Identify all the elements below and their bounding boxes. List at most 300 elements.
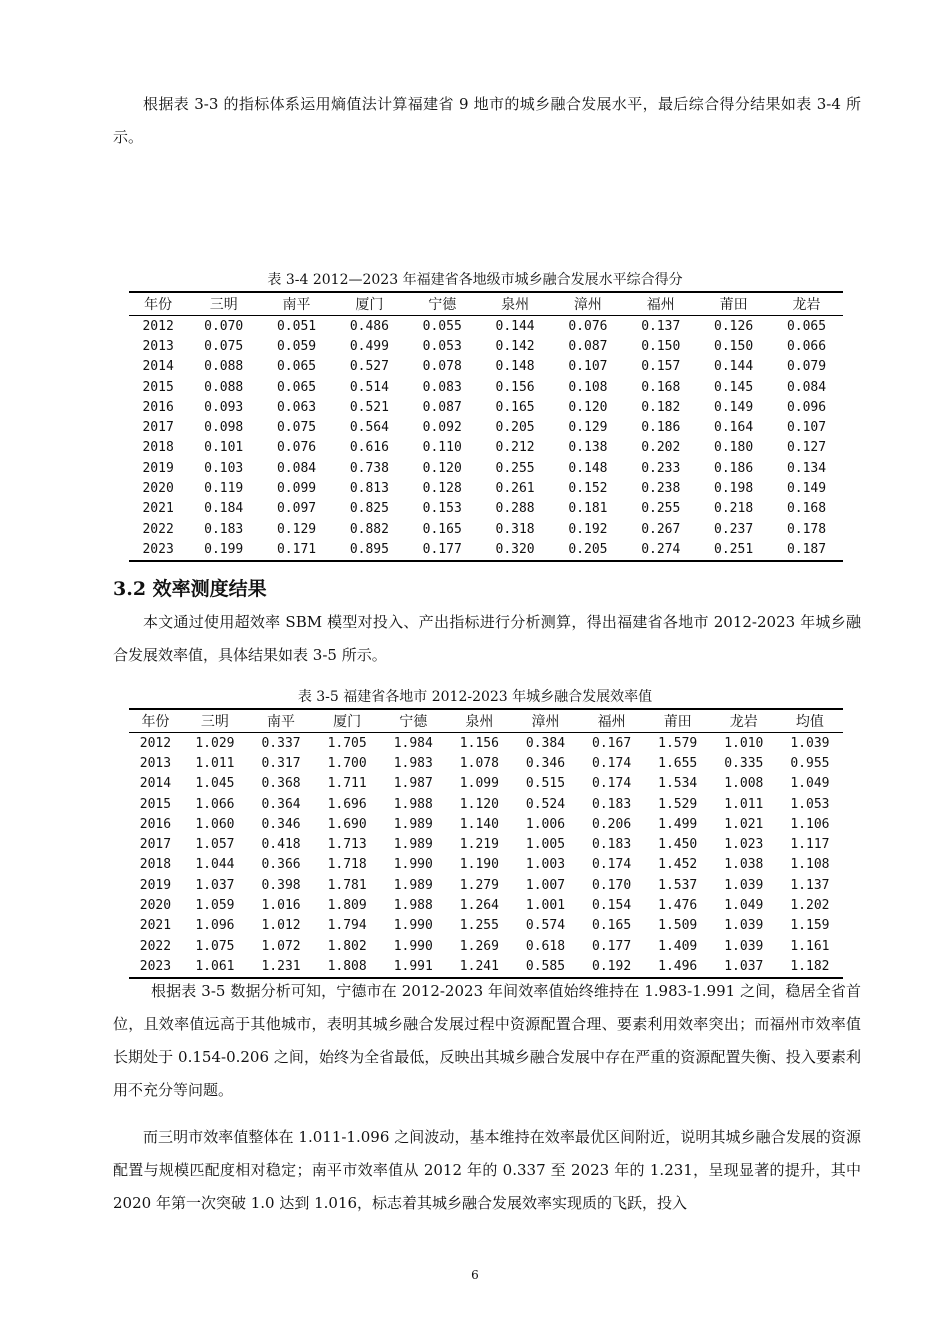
table-3-5-cell: 1.241 (446, 956, 512, 977)
table-3-4-cell: 0.120 (422, 460, 462, 476)
table-3-5-cell: 1.060 (195, 816, 235, 832)
table-3-4-cell: 0.149 (714, 399, 754, 415)
table-3-4-cell: 0.486 (349, 318, 389, 334)
table-3-5-cell: 1.219 (459, 837, 499, 853)
table-3-4-cell: 0.152 (568, 481, 608, 497)
table-3-4-header-cell: 三明 (187, 292, 260, 316)
table-3-5-cell: 1.053 (790, 796, 830, 812)
table-3-5-cell: 1.156 (459, 735, 499, 751)
table-3-5-cell: 1.137 (790, 877, 830, 893)
intro-paragraph: 根据表 3-3 的指标体系运用熵值法计算福建省 9 地市的城乡融合发展水平，最后综合得分结果如表 3-4 所示。 (113, 95, 861, 146)
table-3-5-header-cell: 宁德 (380, 709, 446, 733)
table-3-4-cell: 0.274 (624, 539, 697, 560)
table-3-5-cell: 1.106 (790, 816, 830, 832)
table-3-4-cell: 0.192 (568, 521, 608, 537)
table-3-5-cell: 1.108 (790, 857, 830, 873)
table-3-5-cell: 0.368 (261, 776, 301, 792)
table-3-5-cell: 1.255 (459, 918, 499, 934)
table-3-5-cell: 1.057 (195, 837, 235, 853)
table-3-5-caption: 表 3-5 福建省各地市 2012-2023 年城乡融合发展效率值 (297, 689, 653, 705)
table-3-5-cell: 1.044 (195, 857, 235, 873)
table-3-4-cell: 0.087 (422, 399, 462, 415)
table-3-5-cell: 0.574 (525, 918, 566, 934)
table-3-4-cell: 0.527 (349, 359, 389, 375)
table-3-5-cell: 1.711 (327, 776, 367, 792)
table-3-5-cell: 1.988 (393, 796, 433, 812)
table-3-4-cell: 2023 (129, 539, 187, 560)
table-3-5-header-cell: 南平 (248, 709, 314, 733)
table-3-5-cell: 1.529 (658, 796, 698, 812)
table-3-5-cell: 1.159 (790, 918, 830, 934)
table-3-5-cell: 0.154 (592, 898, 632, 914)
table-3-5-cell: 0.337 (261, 735, 301, 751)
table-3-4-cell: 0.097 (276, 501, 317, 517)
table-3-4-cell: 0.076 (276, 440, 317, 456)
table-3-4-cell: 0.079 (786, 359, 827, 375)
table-3-5-cell: 1.161 (790, 938, 830, 954)
table-3-4-cell: 0.499 (349, 338, 389, 354)
table-3-5-row (129, 936, 843, 956)
table-3-4-cell: 0.088 (204, 359, 244, 375)
table-3-5-cell: 2018 (139, 857, 172, 873)
table-3-5-cell: 2014 (139, 776, 172, 792)
table-3-4-header-cell: 泉州 (479, 292, 552, 316)
table-3-5-cell: 1.038 (724, 857, 764, 873)
table-3-5-cell: 1.579 (658, 735, 698, 751)
table-3-5-cell: 1.990 (393, 857, 433, 873)
table-3-4-cell: 0.150 (714, 338, 754, 354)
table-3-4-cell: 0.177 (406, 539, 479, 560)
table-3-4-cell: 2013 (142, 338, 174, 354)
table-3-5-row (129, 895, 843, 915)
table-3-4-cell: 0.153 (422, 501, 462, 517)
table-3-4-header-cell: 南平 (260, 292, 333, 316)
table-3-4-cell: 0.514 (349, 379, 389, 395)
table-3-4-cell: 2016 (142, 399, 174, 415)
table-3-5-cell: 1.409 (658, 938, 698, 954)
table-3-4-cell: 0.107 (786, 420, 827, 436)
table-3-5-header-cell: 均值 (777, 709, 843, 733)
table-3-5-cell: 1.078 (459, 755, 499, 771)
table-3-4-cell: 2014 (142, 359, 174, 375)
table-3-5-header-cell: 厦门 (314, 709, 380, 733)
table-3-5-cell: 1.987 (393, 776, 433, 792)
table-3-5-cell: 1.713 (327, 837, 367, 853)
table-3-5-cell: 0.398 (261, 877, 301, 893)
table-3-4-cell: 0.261 (495, 481, 535, 497)
table-3-5-header-cell: 漳州 (512, 709, 578, 733)
table-3-5-row (129, 875, 843, 895)
table-3-5-cell: 1.039 (790, 735, 830, 751)
table-3-4-cell: 0.895 (333, 539, 406, 560)
table-3-4-cell: 2019 (142, 460, 174, 476)
table-3-5-cell: 1.802 (327, 938, 367, 954)
table-3-4-row (129, 539, 843, 560)
table-3-5-cell: 0.174 (592, 776, 632, 792)
table-3-5-row (129, 794, 843, 814)
table-3-4-cell: 0.564 (349, 420, 389, 436)
table-3-4-cell: 0.178 (786, 521, 827, 537)
table-3-5-header-cell: 龙岩 (711, 709, 777, 733)
table-3-4-cell: 0.128 (422, 481, 462, 497)
table-3-4-cell: 0.212 (495, 440, 535, 456)
table-3-5-header-cell: 莆田 (645, 709, 711, 733)
table-3-4-row (129, 478, 843, 498)
table-3-5-cell: 1.696 (327, 796, 367, 812)
table-3-4-cell: 0.063 (276, 399, 317, 415)
table-3-5-cell: 0.335 (724, 755, 764, 771)
table-3-4-cell: 0.288 (495, 501, 535, 517)
table-3-4-cell: 0.088 (204, 379, 244, 395)
table-3-4-row (129, 417, 843, 437)
table-3-5-cell: 1.045 (195, 776, 235, 792)
table-3-5-cell: 1.496 (645, 956, 711, 977)
table-3-5-row (129, 855, 843, 875)
table-3-4-cell: 0.093 (204, 399, 244, 415)
table-3-5-cell: 0.177 (592, 938, 632, 954)
paragraph-3: 根据表 3-5 数据分析可知，宁德市在 2012-2023 年间效率值始终维持在 1.983-1.991 之间，稳居全省首位，且效率值远高于其他城市，表明其城乡融合发展过程中资源配置合理、要素利用效率突出；而福州市效率值长期处于 0.154-0.206 之间，始终为全省最低，反映出其城乡融合发展中存在严重的资源配置失衡、投入要素利用不充分等问题。 (113, 982, 861, 1099)
table-3-4-row (129, 336, 843, 356)
table-3-4-cell: 0.183 (204, 521, 244, 537)
table-3-5-header-cell: 年份 (129, 709, 182, 733)
table-3-5-cell: 1.008 (724, 776, 764, 792)
table-3-4-cell: 2020 (142, 481, 174, 497)
table-3-4-header-cell: 厦门 (333, 292, 406, 316)
table-3-5-cell: 1.989 (393, 877, 433, 893)
table-3-5-header-cell: 三明 (182, 709, 248, 733)
table-3-5-cell: 0.183 (592, 796, 632, 812)
table-3-4-cell: 0.813 (349, 481, 389, 497)
table-3-4-cell: 0.066 (786, 338, 827, 354)
table-3-5-cell: 1.989 (393, 816, 433, 832)
table-3-5-cell: 2021 (139, 918, 172, 934)
table-3-5-cell: 1.705 (327, 735, 367, 751)
table-3-5-cell: 0.524 (525, 796, 566, 812)
table-3-4-cell: 0.065 (276, 379, 317, 395)
table-3-5-cell: 1.005 (525, 837, 566, 853)
table-3-4-cell: 0.150 (641, 338, 681, 354)
table-3-4-cell: 0.144 (714, 359, 754, 375)
table-3-4-cell: 0.233 (641, 460, 681, 476)
paragraph-4: 而三明市效率值整体在 1.011-1.096 之间波动，基本维持在效率最优区间附近，说明其城乡融合发展的资源配置与规模匹配度相对稳定；南平市效率值从 2012 年的 0.337 至 2023 年的 1.231，呈现显著的提升，其中 2020 年第一次突破 1.0 达到 1.016，标志着其城乡融合发展效率实现质的飞跃，投入 (113, 1128, 861, 1212)
table-3-5-cell: 1.037 (195, 877, 235, 893)
table-3-5-cell: 1.037 (711, 956, 777, 977)
table-3-5-cell: 0.515 (525, 776, 566, 792)
table-3-4-cell: 0.145 (714, 379, 754, 395)
table-3-5-cell: 0.192 (579, 956, 645, 977)
table-3-4-cell: 0.168 (786, 501, 827, 517)
table-3-5-cell: 1.794 (327, 918, 367, 934)
table-3-5-cell: 1.011 (724, 796, 764, 812)
table-3-4 (129, 291, 843, 562)
table-3-4-cell: 0.059 (276, 338, 317, 354)
table-3-5-cell: 1.007 (525, 877, 566, 893)
table-3-4-cell: 0.168 (641, 379, 681, 395)
table-3-5-cell: 1.452 (658, 857, 698, 873)
table-3-5-cell: 0.418 (261, 837, 301, 853)
table-3-5-cell: 1.499 (658, 816, 698, 832)
table-3-5-cell: 1.049 (724, 898, 764, 914)
table-3-5-cell: 1.450 (658, 837, 698, 853)
table-3-5-cell: 1.117 (790, 837, 830, 853)
table-3-4-cell: 0.096 (786, 399, 827, 415)
table-3-4-cell: 0.738 (349, 460, 389, 476)
table-3-4-cell: 0.101 (204, 440, 244, 456)
table-3-4-header-cell: 莆田 (697, 292, 770, 316)
table-3-4-cell: 0.165 (495, 399, 535, 415)
table-3-4-cell: 0.129 (276, 521, 317, 537)
table-3-4-cell: 0.205 (495, 420, 535, 436)
table-3-5-cell: 1.781 (327, 877, 367, 893)
table-3-5-cell: 2016 (139, 816, 172, 832)
table-3-5-cell: 2020 (139, 898, 172, 914)
table-3-4-row (129, 316, 843, 337)
table-3-5-cell: 1.202 (790, 898, 830, 914)
table-3-5-cell: 1.049 (790, 776, 830, 792)
table-3-5-cell: 1.061 (182, 956, 248, 977)
table-3-4-cell: 0.148 (568, 460, 608, 476)
table-3-5-cell: 1.269 (459, 938, 499, 954)
table-3-4-cell: 0.078 (422, 359, 462, 375)
table-3-5-cell: 1.029 (195, 735, 235, 751)
table-3-5-cell: 1.075 (195, 938, 235, 954)
table-3-5-cell: 0.174 (592, 857, 632, 873)
table-3-4-cell: 0.087 (568, 338, 608, 354)
table-3-5-cell: 1.718 (327, 857, 367, 873)
table-3-4-cell: 0.181 (568, 501, 608, 517)
table-3-5-cell: 0.165 (592, 918, 632, 934)
table-3-4-cell: 0.187 (770, 539, 843, 560)
table-3-4-header-cell: 宁德 (406, 292, 479, 316)
table-3-5-cell: 1.989 (393, 837, 433, 853)
table-3-4-cell: 0.148 (495, 359, 535, 375)
table-3-4-cell: 0.521 (349, 399, 389, 415)
table-3-5-cell: 1.988 (393, 898, 433, 914)
table-3-4-cell: 0.120 (568, 399, 608, 415)
table-3-4-cell: 0.184 (204, 501, 244, 517)
table-3-5-cell: 1.264 (459, 898, 499, 914)
table-3-5-cell: 0.167 (592, 735, 632, 751)
table-3-4-cell: 0.171 (260, 539, 333, 560)
table-3-4-cell: 0.182 (641, 399, 681, 415)
table-3-4-cell: 0.318 (495, 521, 535, 537)
table-3-5-cell: 2017 (139, 837, 172, 853)
table-3-5-cell: 1.120 (459, 796, 499, 812)
table-3-5-cell: 1.182 (777, 956, 843, 977)
table-3-4-header-cell: 漳州 (552, 292, 625, 316)
table-3-4-cell: 0.142 (495, 338, 535, 354)
table-3-4-cell: 2021 (142, 501, 174, 517)
table-3-5-cell: 1.072 (261, 938, 301, 954)
table-3-5-row (129, 774, 843, 794)
table-3-5-cell: 2012 (139, 735, 172, 751)
table-3-5-cell: 1.003 (525, 857, 566, 873)
table-3-5-cell: 1.279 (459, 877, 499, 893)
table-3-4-cell: 0.149 (786, 481, 827, 497)
table-3-5-cell: 0.206 (592, 816, 632, 832)
table-3-4-row (129, 357, 843, 377)
table-3-4-cell: 0.825 (349, 501, 389, 517)
table-3-5-cell: 1.066 (195, 796, 235, 812)
table-3-5-cell: 1.537 (658, 877, 698, 893)
table-3-4-cell: 2018 (142, 440, 174, 456)
table-3-5-cell: 2013 (139, 755, 172, 771)
table-3-5-cell: 0.618 (525, 938, 566, 954)
table-3-5-cell: 1.476 (658, 898, 698, 914)
table-3-4-cell: 0.084 (276, 460, 317, 476)
table-3-5-cell: 1.011 (195, 755, 235, 771)
table-3-4-cell: 0.108 (568, 379, 608, 395)
table-3-4-cell: 0.055 (422, 318, 462, 334)
table-3-4-cell: 0.092 (422, 420, 462, 436)
table-3-4-row (129, 499, 843, 519)
table-3-4-header-cell: 龙岩 (770, 292, 843, 316)
table-3-5-cell: 0.346 (525, 755, 566, 771)
table-3-4-cell: 0.156 (495, 379, 535, 395)
table-3-5-cell: 1.039 (724, 938, 764, 954)
table-3-5-cell: 1.700 (327, 755, 367, 771)
table-3-4-cell: 0.107 (568, 359, 608, 375)
table-3-4-cell: 0.205 (552, 539, 625, 560)
table-3-4-cell: 0.882 (349, 521, 389, 537)
table-3-4-cell: 0.616 (349, 440, 389, 456)
table-3-4-cell: 0.255 (641, 501, 681, 517)
paragraph-2: 本文通过使用超效率 SBM 模型对投入、产出指标进行分析测算，得出福建省各地市 2012-2023 年城乡融合发展效率值，具体结果如表 3-5 所示。 (113, 613, 861, 664)
table-3-4-cell: 0.084 (786, 379, 827, 395)
table-3-4-caption: 表 3-4 2012—2023 年福建省各地级市城乡融合发展水平综合得分 (267, 272, 683, 288)
table-3-5-cell: 0.183 (592, 837, 632, 853)
table-3-5-row (129, 753, 843, 773)
table-3-5-row (129, 834, 843, 854)
table-3-4-cell: 0.076 (568, 318, 608, 334)
table-3-4-cell: 0.065 (786, 318, 827, 334)
table-3-4-cell: 0.075 (204, 338, 244, 354)
table-3-5-cell: 2023 (129, 956, 182, 977)
table-3-4-cell: 0.320 (479, 539, 552, 560)
table-3-5-cell: 1.808 (314, 956, 380, 977)
table-3-4-cell: 0.051 (276, 318, 317, 334)
table-3-5-cell: 2019 (139, 877, 172, 893)
table-3-4-cell: 0.202 (641, 440, 681, 456)
table-3-4-cell: 0.065 (276, 359, 317, 375)
table-3-4-cell: 0.165 (422, 521, 462, 537)
table-3-4-cell: 0.070 (204, 318, 244, 334)
table-3-5-cell: 1.140 (459, 816, 499, 832)
table-3-5-cell: 1.001 (525, 898, 566, 914)
table-3-5-cell: 1.231 (248, 956, 314, 977)
table-3-5-cell: 1.990 (393, 938, 433, 954)
table-3-4-cell: 0.110 (422, 440, 462, 456)
table-3-5-cell: 1.039 (724, 918, 764, 934)
table-3-5 (129, 708, 843, 979)
table-3-5-cell: 1.016 (261, 898, 301, 914)
table-3-5-cell: 0.364 (261, 796, 301, 812)
table-3-4-cell: 0.164 (714, 420, 754, 436)
table-3-4-cell: 2017 (142, 420, 174, 436)
table-3-5-row (129, 733, 843, 754)
table-3-5-cell: 0.366 (261, 857, 301, 873)
table-3-4-cell: 0.103 (204, 460, 244, 476)
table-3-5-cell: 0.585 (512, 956, 578, 977)
table-3-4-row (129, 519, 843, 539)
table-3-5-cell: 1.534 (658, 776, 698, 792)
table-3-5-cell: 1.690 (327, 816, 367, 832)
table-3-5-cell: 1.021 (724, 816, 764, 832)
table-3-4-cell: 0.186 (641, 420, 681, 436)
table-3-4-cell: 2022 (142, 521, 174, 537)
table-3-5-cell: 2015 (139, 796, 172, 812)
table-3-4-cell: 0.098 (204, 420, 244, 436)
table-3-4-cell: 0.099 (276, 481, 317, 497)
table-3-5-cell: 0.170 (592, 877, 632, 893)
table-3-4-cell: 0.237 (714, 521, 754, 537)
table-3-4-header-cell: 福州 (624, 292, 697, 316)
table-3-4-header-cell: 年份 (129, 292, 187, 316)
table-3-4-cell: 0.134 (786, 460, 827, 476)
table-3-5-cell: 0.384 (525, 735, 566, 751)
table-3-5-cell: 1.984 (393, 735, 433, 751)
table-3-4-cell: 0.119 (204, 481, 244, 497)
table-3-5-cell: 1.983 (393, 755, 433, 771)
table-3-5-cell: 2022 (139, 938, 172, 954)
table-3-5-cell: 1.099 (459, 776, 499, 792)
table-3-4-cell: 0.126 (714, 318, 754, 334)
table-3-4-cell: 0.198 (714, 481, 754, 497)
table-3-5-cell: 0.317 (261, 755, 301, 771)
table-3-5-cell: 1.012 (261, 918, 301, 934)
table-3-5-cell: 1.039 (724, 877, 764, 893)
table-3-4-cell: 0.218 (714, 501, 754, 517)
table-3-4-row (129, 458, 843, 478)
table-3-5-header-cell: 泉州 (446, 709, 512, 733)
table-3-5-cell: 1.010 (724, 735, 764, 751)
table-3-4-row (129, 438, 843, 458)
table-3-4-cell: 0.255 (495, 460, 535, 476)
section-heading: 3.2 效率测度结果 (113, 578, 267, 600)
table-3-4-cell: 0.083 (422, 379, 462, 395)
table-3-4-cell: 0.157 (641, 359, 681, 375)
table-3-4-cell: 0.144 (495, 318, 535, 334)
table-3-4-row (129, 377, 843, 397)
table-3-4-cell: 0.053 (422, 338, 462, 354)
table-3-5-cell: 1.023 (724, 837, 764, 853)
table-3-4-cell: 0.199 (187, 539, 260, 560)
table-3-4-cell: 2015 (142, 379, 174, 395)
table-3-5-cell: 1.509 (658, 918, 698, 934)
table-3-4-cell: 0.075 (276, 420, 317, 436)
table-3-5-cell: 0.346 (261, 816, 301, 832)
table-3-4-cell: 0.129 (568, 420, 608, 436)
table-3-5-cell: 1.059 (195, 898, 235, 914)
table-3-5-cell: 1.190 (459, 857, 499, 873)
table-3-4-cell: 0.137 (641, 318, 681, 334)
table-3-4-cell: 0.238 (641, 481, 681, 497)
table-3-4-cell: 0.267 (641, 521, 681, 537)
table-3-5-header-cell: 福州 (579, 709, 645, 733)
table-3-4-cell: 0.186 (714, 460, 754, 476)
table-3-4-cell: 0.127 (786, 440, 827, 456)
table-3-5-cell: 1.096 (195, 918, 235, 934)
table-3-4-row (129, 397, 843, 417)
table-3-4-cell: 0.251 (697, 539, 770, 560)
table-3-5-cell: 0.174 (592, 755, 632, 771)
table-3-4-cell: 0.138 (568, 440, 608, 456)
table-3-5-row (129, 814, 843, 834)
table-3-5-cell: 1.809 (327, 898, 367, 914)
table-3-5-cell: 0.955 (790, 755, 830, 771)
table-3-5-row (129, 916, 843, 936)
table-3-5-cell: 1.990 (393, 918, 433, 934)
